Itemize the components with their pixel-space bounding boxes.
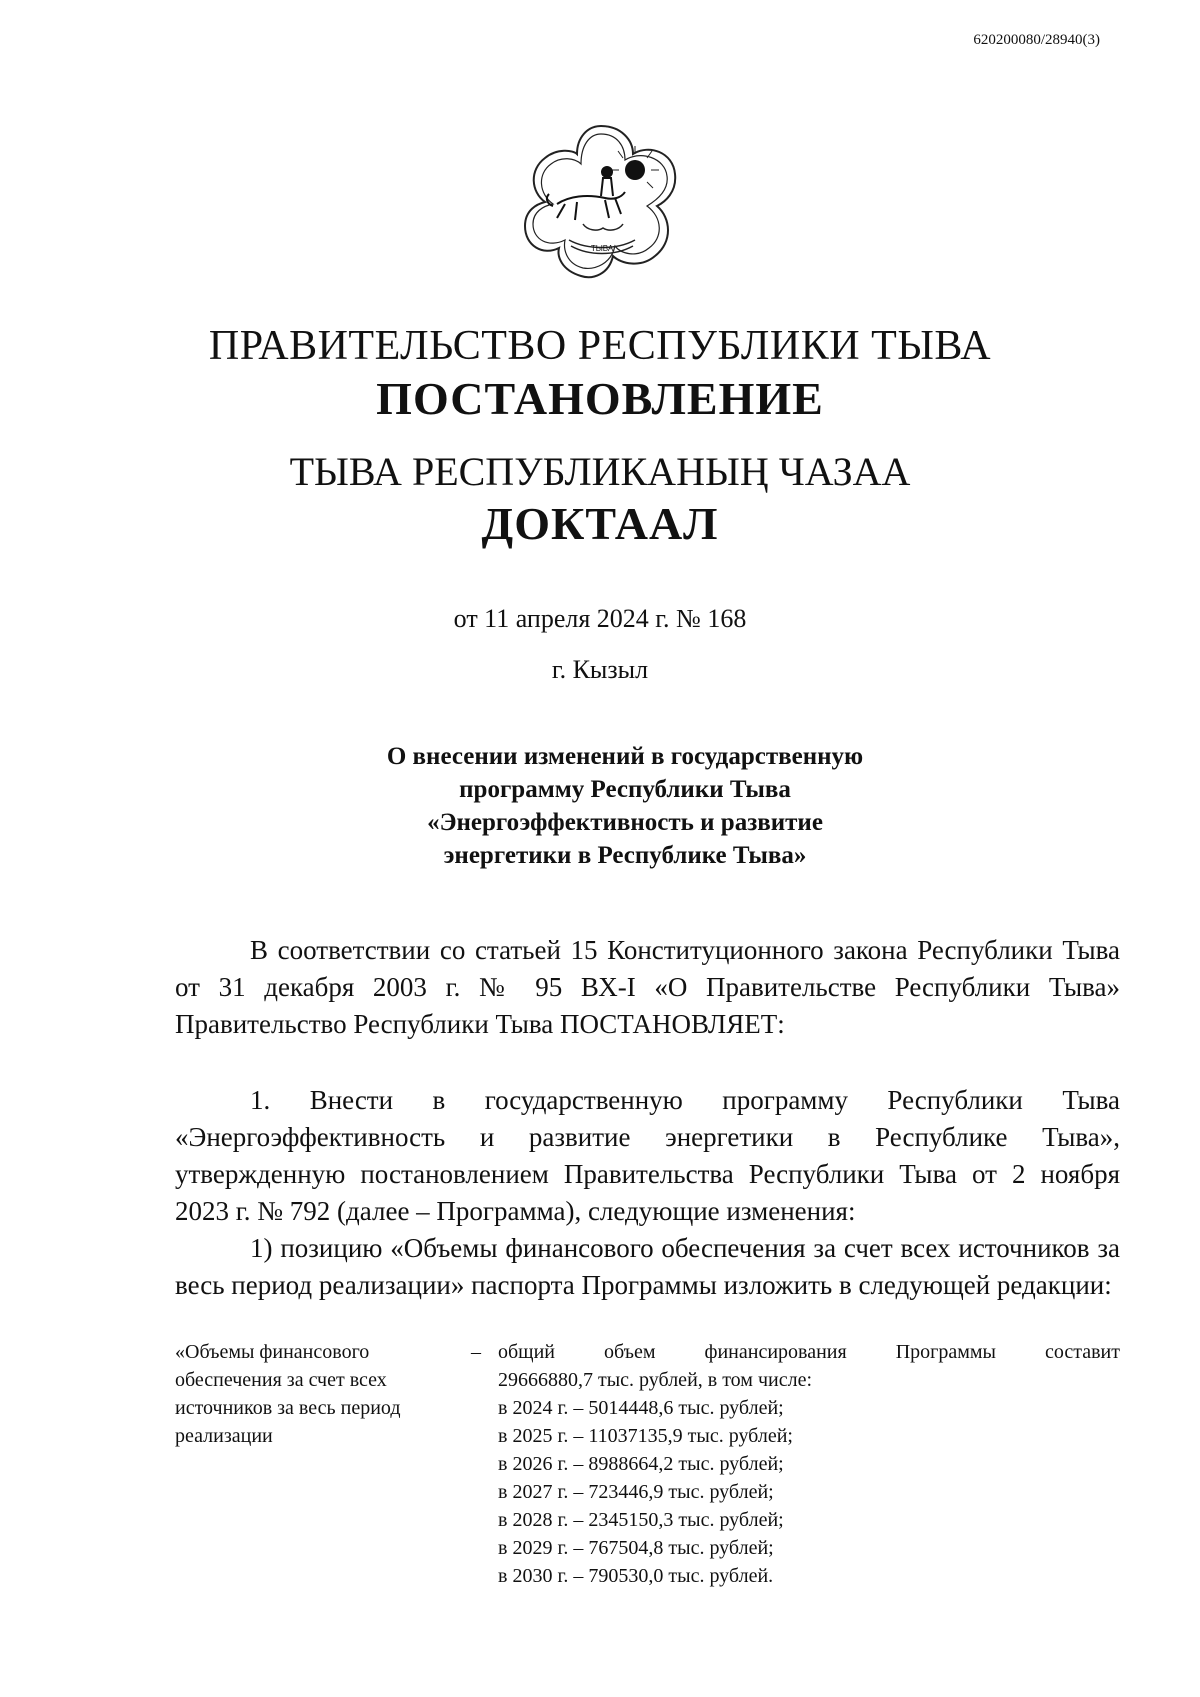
subject-line: «Энергоэффективность и развитие [427,809,823,836]
label-line: обеспечения за счет всех [175,1369,387,1391]
label-line: реализации [175,1425,273,1447]
financing-label-cell [175,1338,455,1450]
subject-line: энергетики в Республике Тыва» [443,842,807,869]
value-line: в 2030 г. – 790530,0 тыс. рублей. [498,1565,774,1587]
document-number: 620200080/28940(3) [973,32,1100,48]
subject-line: О внесении изменений в государственную [386,743,864,770]
decree-date-number: от 11 апреля 2024 г. № 168 [453,604,747,633]
value-line: 29666880,7 тыс. рублей, в том числе: [498,1369,813,1391]
decree-subject [0,740,1200,872]
value-line: в 2024 г. – 5014448,6 тыс. рублей; [498,1397,784,1419]
value-word: финансирования [704,1341,847,1363]
tuva-emblem-icon [517,118,685,286]
value-line: в 2027 г. – 723446,9 тыс. рублей; [498,1481,774,1503]
value-word: общий [498,1341,555,1363]
value-first-line [498,1338,1120,1366]
financing-value-cell [498,1338,1120,1590]
preamble-paragraph: В соответствии со статьей 15 Конституционного закона Республики Тыва от 31 декабря 2003 г. № 95 ВХ-I «О Правительстве Республики Тыва» Правительство Республики Тыва ПОСТАНОВЛЯЕТ: [175,935,1120,1039]
value-line: в 2029 г. – 767504,8 тыс. рублей; [498,1537,774,1559]
value-word: Программы [895,1341,996,1363]
amendment-paragraph: 1. Внести в государственную программу Республики Тыва «Энергоэффективность и развитие энергетики в Республике Тыва», утвержденную постановлением Правительства Республики Тыва от 2 ноября 2023 г. № 792 (далее – Программа), следующие изменения: [175,1085,1120,1226]
government-title-tyv: ТЫВА РЕСПУБЛИКАНЫҢ ЧАЗАА [289,449,911,494]
decree-title-tyv: ДОКТААЛ [481,498,719,549]
label-line: источников за весь период [175,1397,401,1419]
emblem-ribbon-text: ТЫВА [590,244,614,253]
value-word: составит [1044,1341,1120,1363]
value-line: в 2025 г. – 11037135,9 тыс. рублей; [498,1425,793,1447]
government-title-ru: ПРАВИТЕЛЬСТВО РЕСПУБЛИКИ ТЫВА [208,323,992,369]
subject-line: программу Республики Тыва [459,776,791,803]
decree-city: г. Кызыл [551,655,649,684]
value-line: в 2026 г. – 8988664,2 тыс. рублей; [498,1453,784,1475]
decree-title-ru: ПОСТАНОВЛЕНИЕ [376,373,824,424]
value-word: объем [603,1341,656,1363]
item-1-paragraph: 1) позицию «Объемы финансового обеспечения за счет всех источников за весь период реализации» паспорта Программы изложить в следующей редакции: [175,1233,1120,1300]
table-dash: – [471,1341,481,1363]
label-line: «Объемы финансового [175,1341,370,1363]
value-line: в 2028 г. – 2345150,3 тыс. рублей; [498,1509,784,1531]
